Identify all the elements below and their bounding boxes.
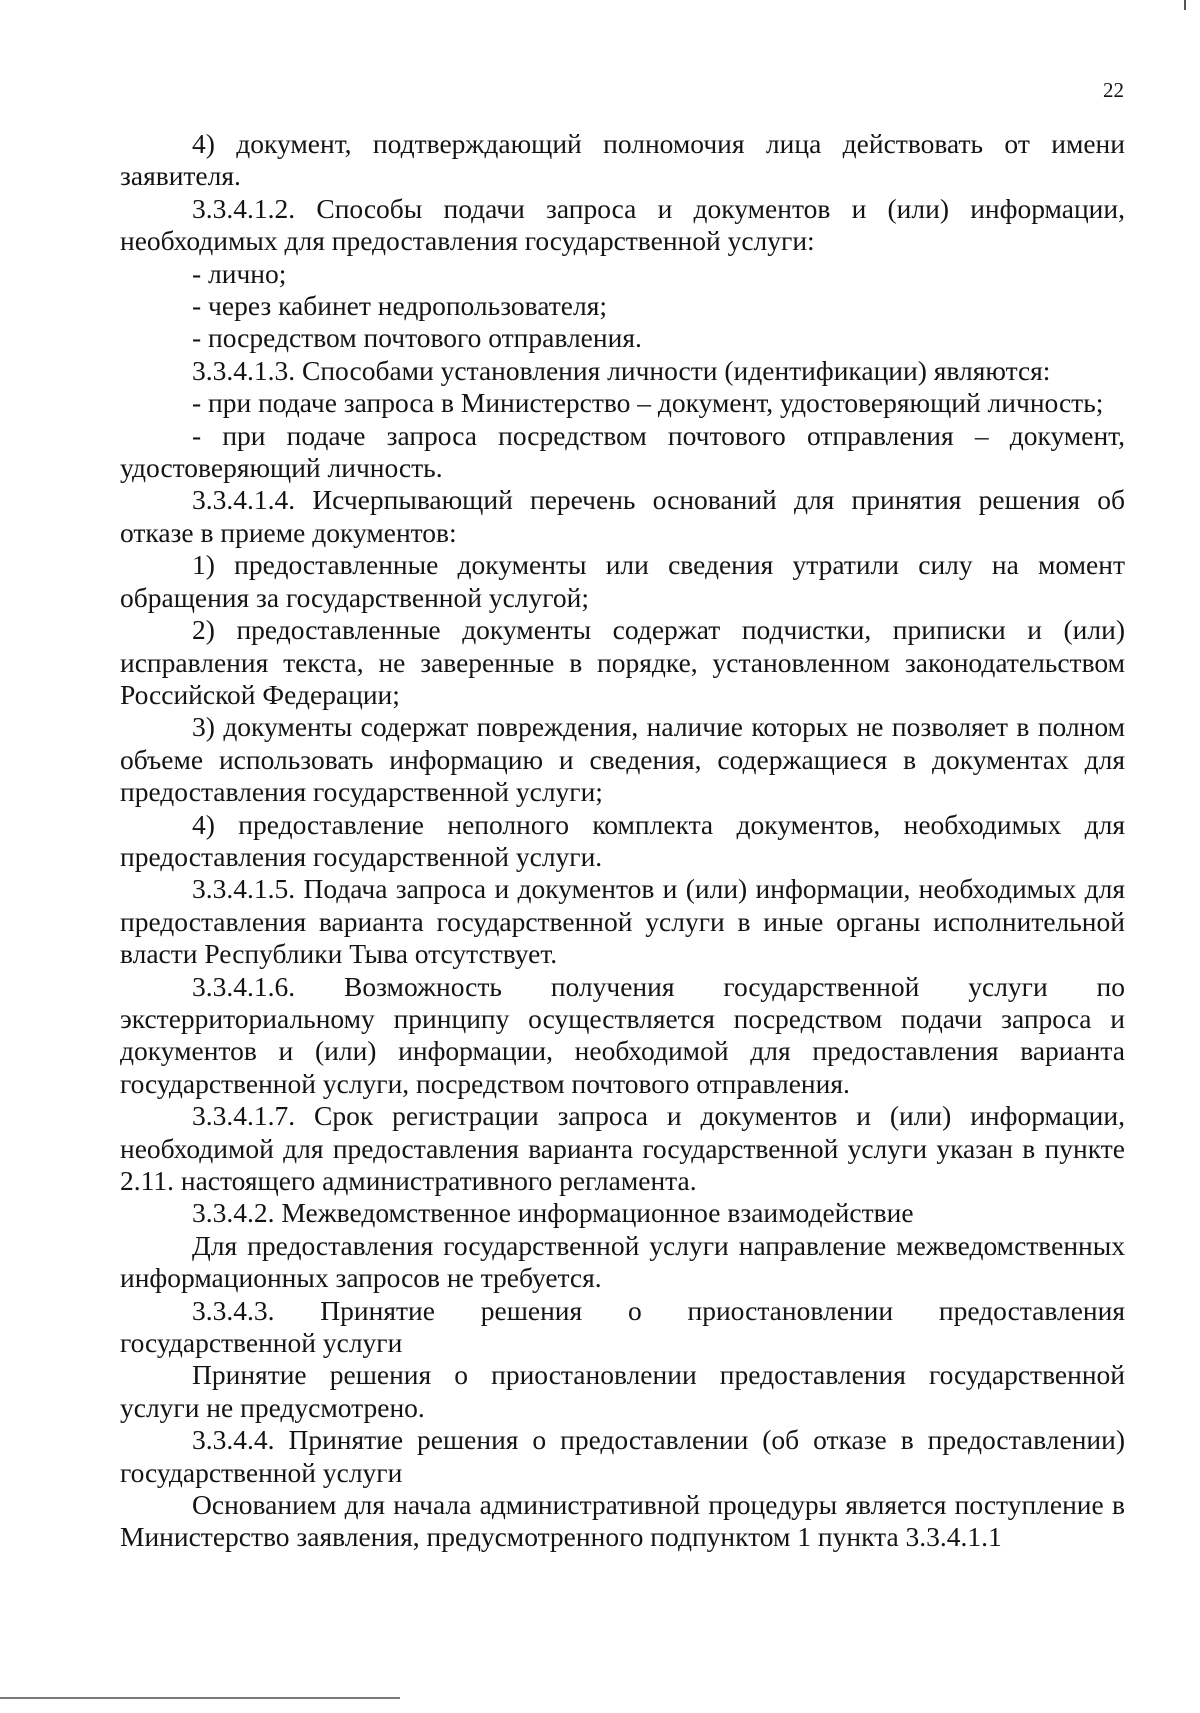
list-item-refusal-incomplete: 4) предоставление неполного комплекта документов, необходимых для предоставления государственной услуги. (120, 808, 1125, 872)
paragraph-interagency-not-required: Для предоставления государственной услуги направление межведомственных информационных запросов не требуется. (120, 1229, 1125, 1294)
paragraph-authority-document: 4) документ, подтверждающий полномочия лица действовать от имени заявителя. (120, 128, 1125, 192)
list-item-identification-ministry: - при подаче запроса в Министерство – документ, удостоверяющий личность; (192, 387, 1104, 419)
scan-edge-mark (1184, 0, 1186, 10)
section-heading-suspension: 3.3.4.3. Принятие решения о приостановлении предоставления государственной услуги (120, 1294, 1125, 1359)
section-heading-decision: 3.3.4.4. Принятие решения о предоставлении (об отказе в предоставлении) государственной услуги (120, 1424, 1125, 1488)
scan-artifact-line (0, 1697, 400, 1699)
section-heading-interagency: 3.3.4.2. Межведомственное информационное взаимодействие (192, 1197, 914, 1229)
document-body (120, 128, 1125, 1554)
list-item-postal-delivery: - посредством почтового отправления. (192, 322, 642, 354)
paragraph-identification-methods: 3.3.4.1.3. Способами установления личности (идентификации) являются: (192, 354, 1051, 386)
list-item-subsoil-user-cabinet: - через кабинет недропользователя; (192, 290, 607, 322)
list-item-refusal-expired: 1) предоставленные документы или сведения утратили силу на момент обращения за государственной услугой; (120, 549, 1125, 613)
paragraph-refusal-grounds: 3.3.4.1.4. Исчерпывающий перечень оснований для принятия решения об отказе в приеме документов: (120, 484, 1125, 548)
paragraph-suspension-not-provided: Принятие решения о приостановлении предоставления государственной услуги не предусмотрено. (120, 1359, 1125, 1423)
paragraph-procedure-basis: Основанием для начала административной процедуры является поступление в Министерство заявления, предусмотренного подпунктом 1 пункта 3.3.4.1.1 (120, 1489, 1125, 1553)
paragraph-extraterritorial: 3.3.4.1.6. Возможность получения государственной услуги по экстерриториальному принципу осуществляется посредством подачи запроса и документов и (или) информации, необходимой для предоставления варианта государственной услуги, посредством почтового отправления. (120, 970, 1125, 1099)
list-item-in-person: - лично; (192, 257, 287, 289)
list-item-refusal-damage: 3) документы содержат повреждения, наличие которых не позволяет в полном объеме использовать информацию и сведения, содержащиеся в документах для предоставления государственной услуги; (120, 711, 1125, 808)
paragraph-submission-methods: 3.3.4.1.2. Способы подачи запроса и документов и (или) информации, необходимых для предоставления государственной услуги: (120, 192, 1125, 257)
paragraph-registration-term: 3.3.4.1.7. Срок регистрации запроса и документов и (или) информации, необходимой для предоставления варианта государственной услуги указан в пункте 2.11. настоящего административного регламента. (120, 1100, 1125, 1196)
paragraph-other-authorities: 3.3.4.1.5. Подача запроса и документов и (или) информации, необходимых для предоставления варианта государственной услуги в иные органы исполнительной власти Республики Тыва отсутствует. (120, 873, 1125, 970)
list-item-refusal-corrections: 2) предоставленные документы содержат подчистки, приписки и (или) исправления текста, не заверенные в порядке, установленном законодательством Российской Федерации; (120, 614, 1125, 710)
list-item-identification-postal: - при подаче запроса посредством почтового отправления – документ, удостоверяющий личность. (120, 419, 1125, 484)
page-number: 22 (1103, 78, 1124, 102)
